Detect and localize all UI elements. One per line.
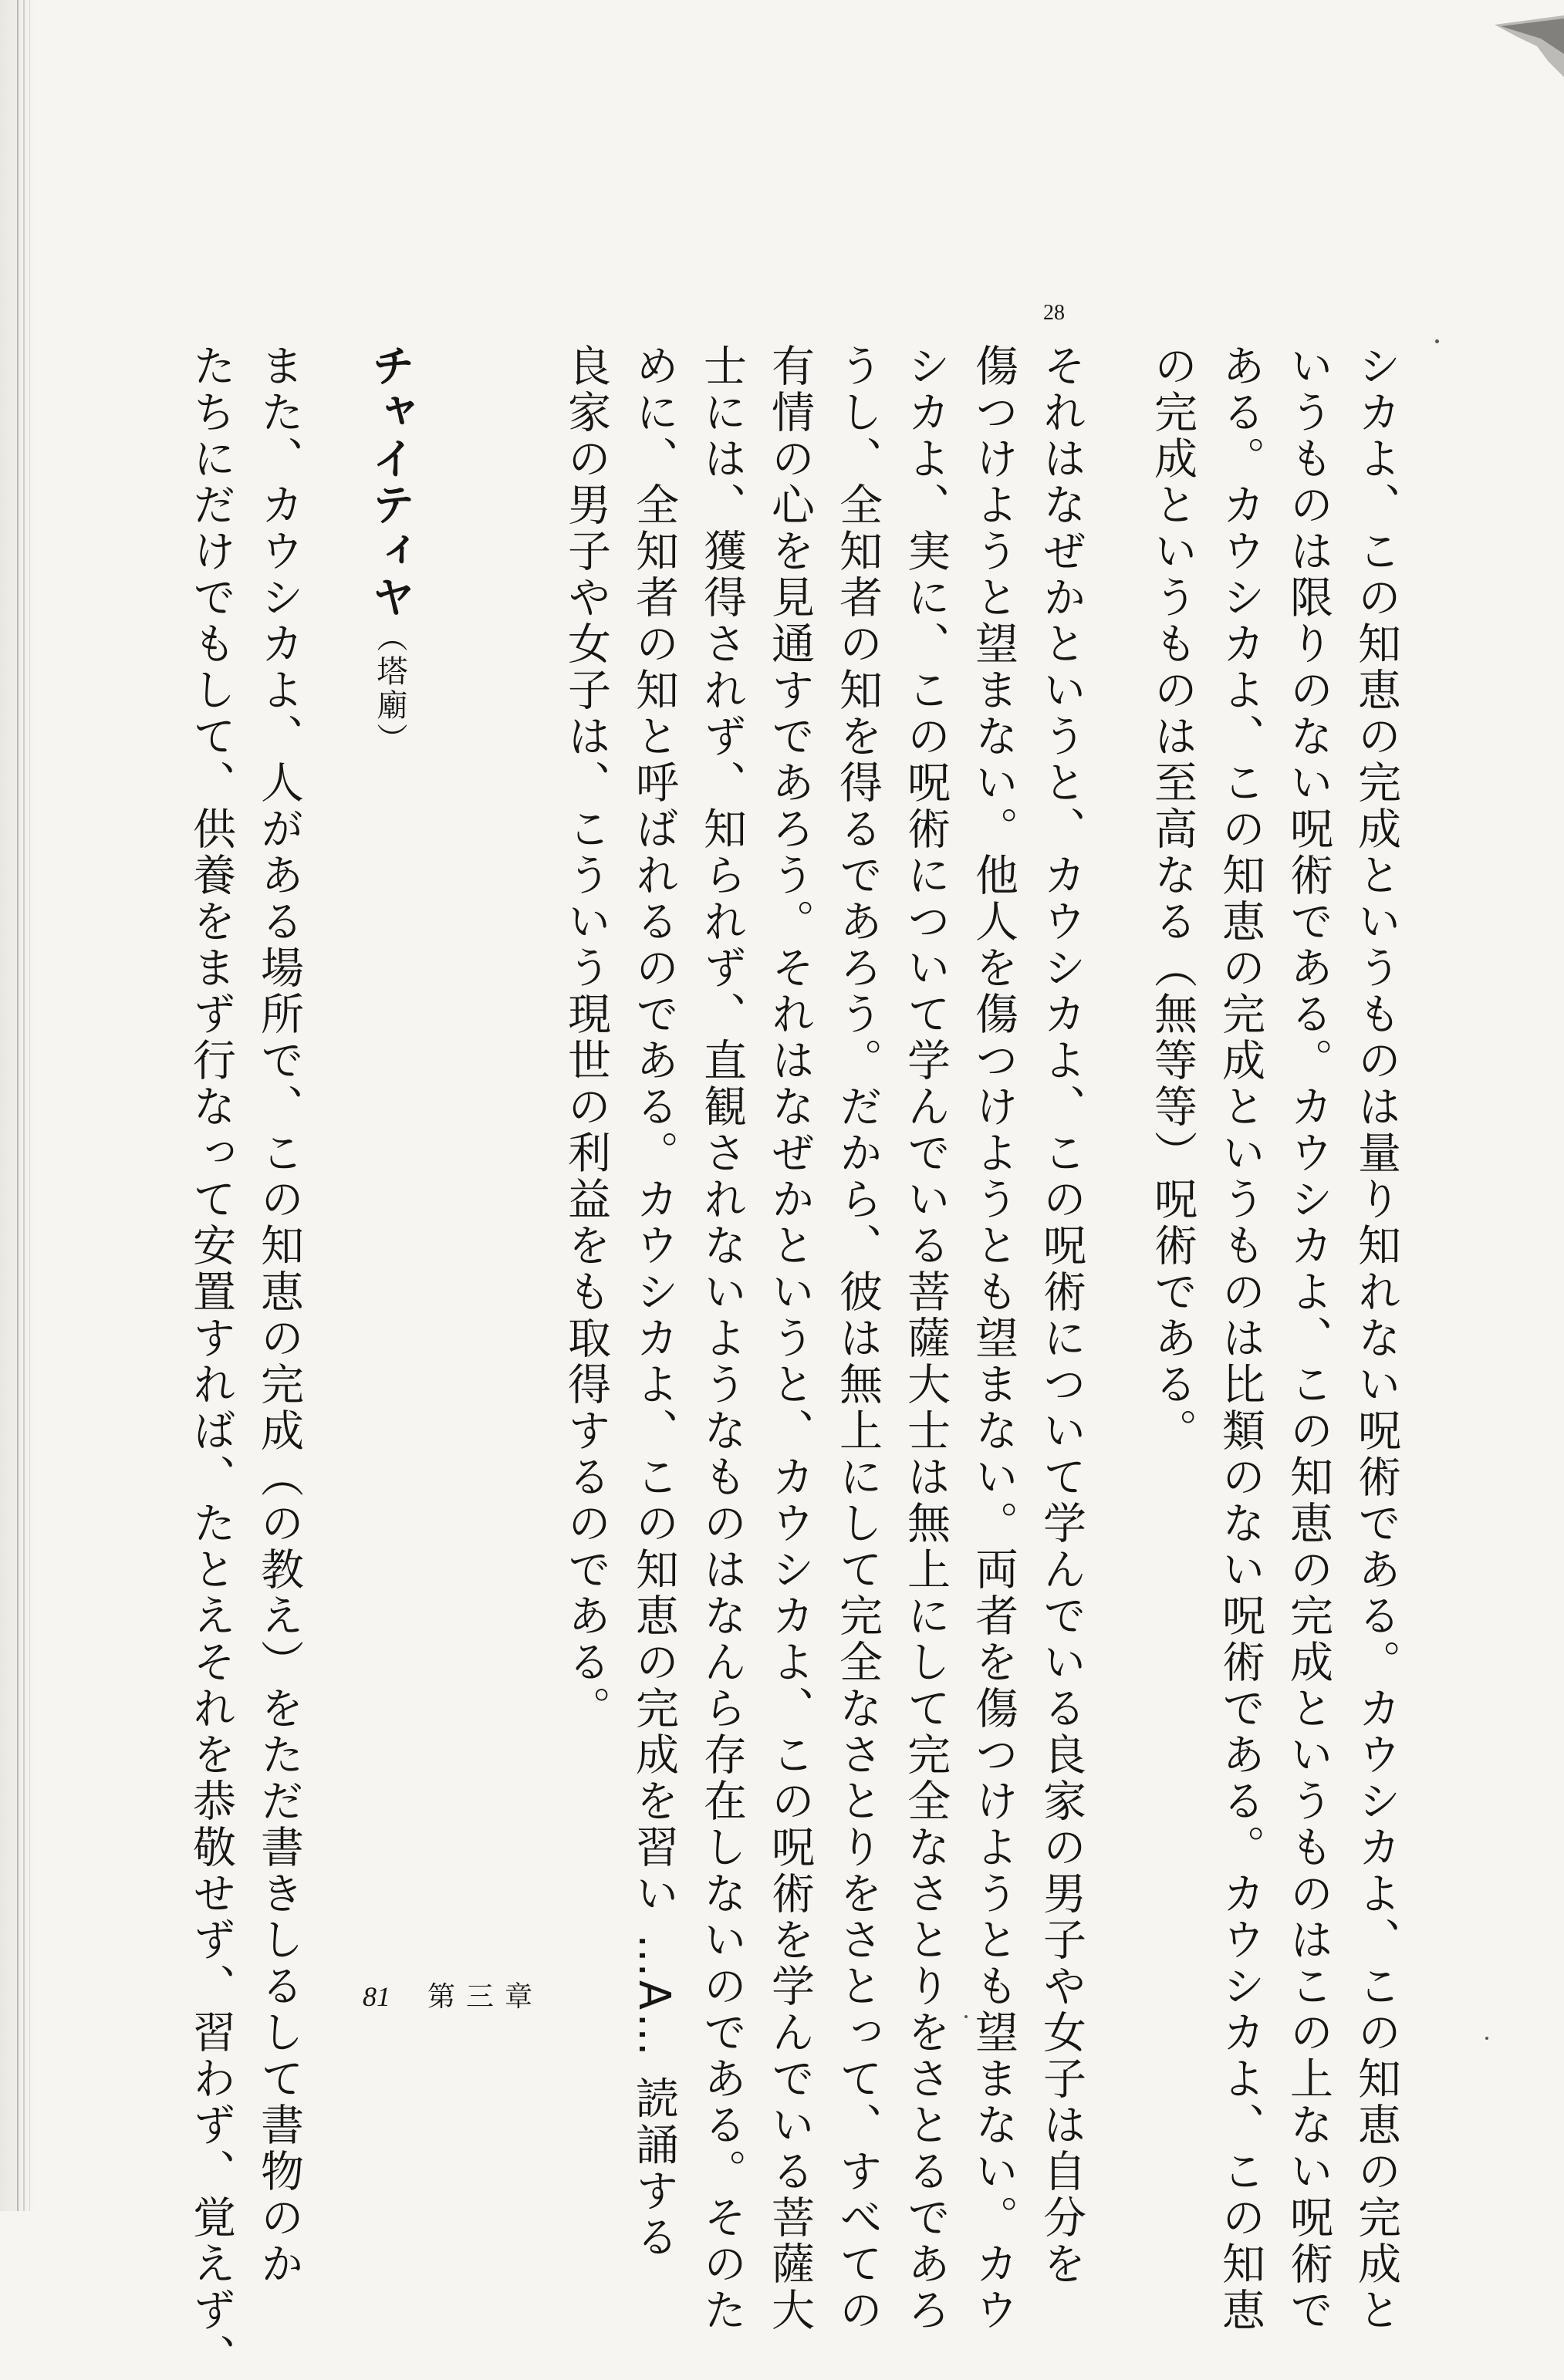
text-column: 良家の男子や女子は、こういう現世の利益をも取得するのである。 (561, 343, 611, 1732)
page-footer (363, 1975, 543, 2014)
text-column: シカよ、この知恵の完成というものは量り知れない呪術である。カウシカよ、この知恵の完成と (1351, 343, 1401, 2334)
text-column: めに、全知者の知と呼ばれるのである。カウシカよ、この知恵の完成を習い …A… 読誦する (629, 343, 679, 2261)
footer-chapter: 第三章 (427, 1981, 544, 2013)
footer-page-number: 81 (363, 1981, 390, 2012)
column-spacer (467, 343, 552, 1917)
text-column: シカよ、実に、この呪術について学んでいる菩薩大士は無上にして完全なさとりをさとるであろ (900, 343, 951, 2334)
book-gutter (0, 0, 37, 2211)
scan-speck (1485, 2037, 1488, 2040)
section-heading (356, 343, 467, 1917)
scan-speck (964, 2015, 968, 2018)
text-column: それはなぜかというと、カウシカよ、この呪術について学んでいる良家の男子や女子は自分を (1036, 343, 1086, 2287)
scan-speck (1435, 339, 1439, 343)
torn-corner (1495, 15, 1564, 77)
text-column: 傷つけようと望まない。他人を傷つけようとも望まない。両者を傷つけようとも望まない。カウ (968, 343, 1018, 2334)
gutter-line (23, 0, 25, 2211)
text-column: たちにだけでもして、供養をまず行なって安置すれば、たとえそれを恭敬せず、習わず、覚えず、 (186, 343, 236, 2380)
heading-note: （塔廟） (372, 621, 407, 757)
text-column: また、カウシカよ、人がある場所で、この知恵の完成（の教え）をただ書きしるして書物のか (254, 343, 304, 2287)
gutter-line (29, 0, 30, 2211)
gutter-line (17, 0, 19, 2211)
heading-title: チャイティヤ (365, 343, 415, 621)
text-column: いうものは限りのない呪術である。カウシカよ、この知恵の完成というものはこの上ない呪術で (1283, 343, 1333, 2334)
page-number-top: 28 (1043, 301, 1065, 325)
text-column: の完成というものは至高なる（無等等）呪術である。 (1147, 343, 1197, 1454)
text-column: 士には、獲得されず、知られず、直観されないようなものはなんら存在しないのである。そのた (697, 343, 747, 2334)
text-column: ある。カウシカよ、この知恵の完成というものは比類のない呪術である。カウシカよ、この知恵 (1215, 343, 1265, 2334)
text-column: 有情の心を見通すであろう。それはなぜかというと、カウシカよ、この呪術を学んでいる菩薩大 (765, 343, 815, 2334)
text-column: うし、全知者の知を得るであろう。だから、彼は無上にして完全なさとりをさとって、すべての (833, 343, 883, 2334)
